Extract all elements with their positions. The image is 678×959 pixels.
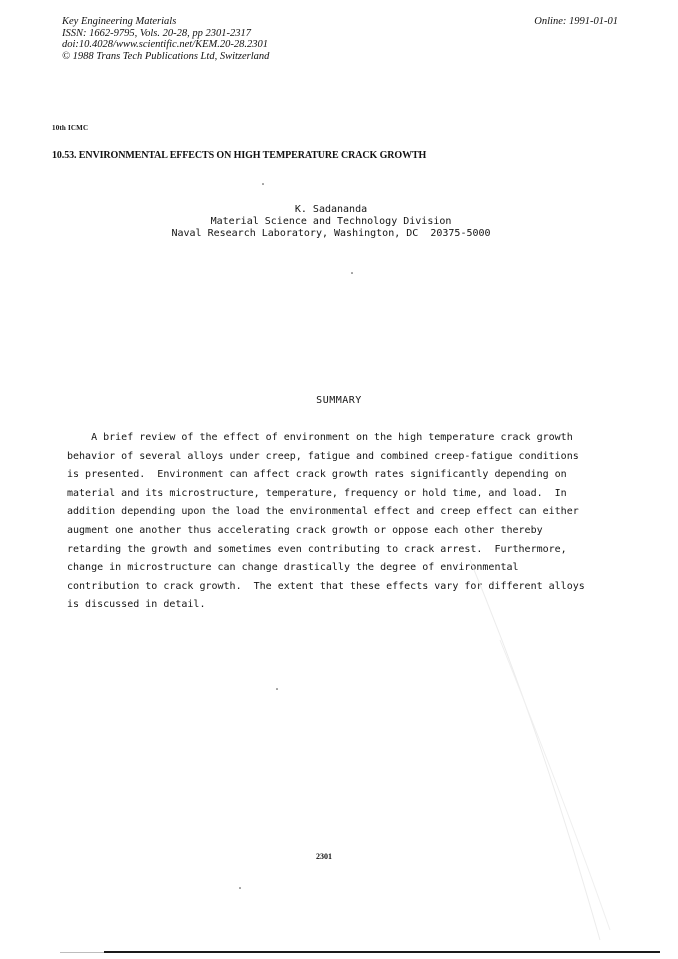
author-address: Naval Research Laboratory, Washington, DC 20375-5000 bbox=[171, 228, 491, 239]
scan-speck bbox=[239, 887, 241, 889]
scan-speck bbox=[262, 183, 264, 185]
abstract-line: material and its microstructure, temperature, frequency or hold time, and load. In bbox=[67, 487, 567, 499]
author-name: K. Sadananda bbox=[294, 204, 368, 215]
abstract-line: addition depending upon the load the environmental effect and creep effect can either bbox=[67, 506, 579, 518]
journal-name: Key Engineering Materials bbox=[62, 16, 177, 27]
summary-heading: SUMMARY bbox=[316, 395, 362, 406]
copyright-line: © 1988 Trans Tech Publications Ltd, Switzerland bbox=[62, 50, 270, 62]
abstract-line: change in microstructure can change drastically the degree of environmental bbox=[67, 562, 519, 574]
conference-label: 10th ICMC bbox=[52, 124, 89, 132]
abstract-line: behavior of several alloys under creep, fatigue and combined creep-fatigue conditions bbox=[67, 450, 579, 462]
doi-line: doi:10.4028/www.scientific.net/KEM.20-28.2301 bbox=[62, 39, 268, 50]
online-date: Online: 1991-01-01 bbox=[534, 16, 618, 27]
abstract-line: is discussed in detail. bbox=[67, 599, 206, 611]
page-number: 2301 bbox=[316, 852, 332, 861]
paper-title: 10.53. ENVIRONMENTAL EFFECTS ON HIGH TEMPERATURE CRACK GROWTH bbox=[52, 150, 427, 161]
issn-line: ISSN: 1662-9795, Vols. 20-28, pp 2301-2317 bbox=[62, 27, 251, 39]
abstract-line: contribution to crack growth. The extent that these effects vary for different alloys bbox=[67, 580, 585, 592]
abstract-line: augment one another thus accelerating crack growth or oppose each other thereby bbox=[67, 524, 543, 536]
scan-speck bbox=[276, 688, 278, 690]
bottom-rule-fade bbox=[60, 952, 104, 953]
scan-streak bbox=[470, 560, 600, 940]
bottom-rule bbox=[104, 951, 660, 953]
scan-speck bbox=[351, 272, 353, 274]
abstract-line: is presented. Environment can affect crack growth rates significantly depending on bbox=[67, 469, 567, 481]
abstract-line: A brief review of the effect of environment on the high temperature crack growth bbox=[67, 432, 573, 443]
scan-streak bbox=[500, 640, 610, 930]
abstract-line: retarding the growth and sometimes even contributing to crack arrest. Furthermore, bbox=[67, 543, 567, 555]
author-division: Material Science and Technology Division bbox=[210, 216, 452, 227]
